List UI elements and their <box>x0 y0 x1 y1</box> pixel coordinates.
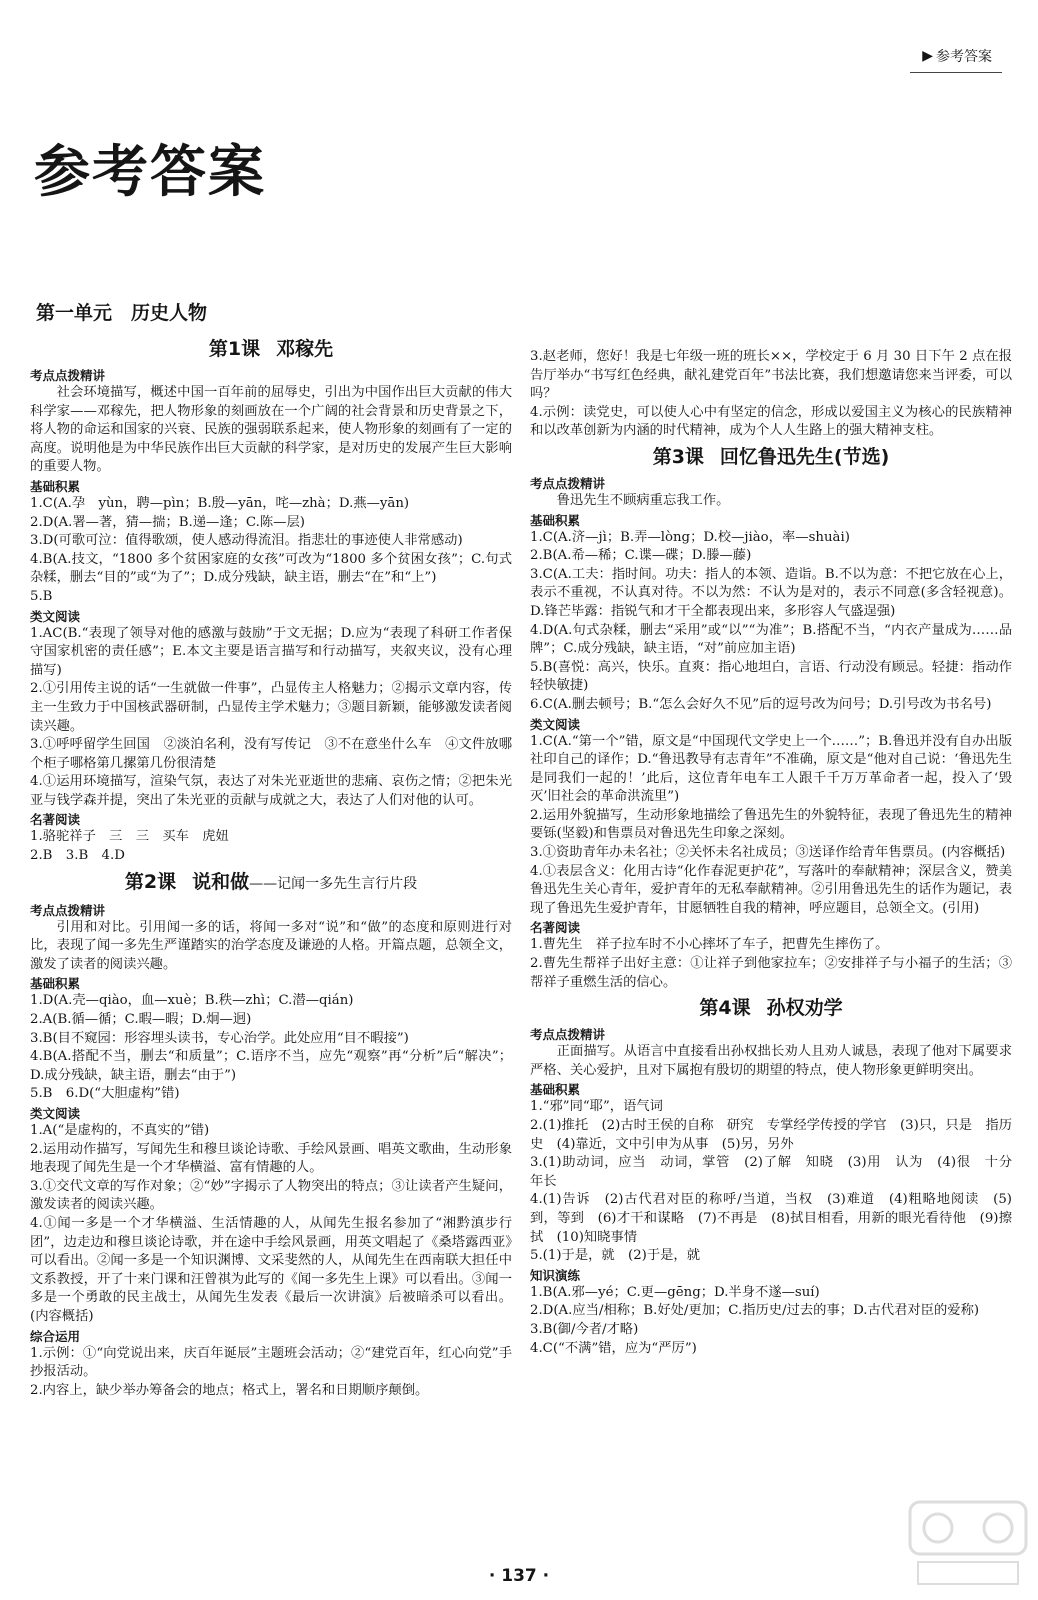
answer-item: 5.B 6.D(“大胆虚构”错) <box>30 1086 180 1102</box>
lesson-number: 第3课 <box>652 445 704 468</box>
answer-item: 4.①表层含义：化用古诗“化作春泥更护花”，写落叶的奉献精神；深层含义，赞美鲁迅先生关心青年，爱护青年的无私奉献精神。②引用鲁迅先生的话作为题记，表现了鲁迅先生爱护青年，甘愿牺牲自我的精神，呼应题目，总领全文。(引用) <box>530 863 1012 916</box>
answer-item: 1.D(A.壳—qiào，血—xuè；B.秩—zhì；C.潜—qián) <box>30 993 354 1009</box>
answer-item: 1.AC(B.“表现了领导对他的感激与鼓励”于文无据；D.应为“表现了科研工作者保守国家机密的责任感”；E.本文主要是语言描写和行动描写，夹叙夹议，没有心理描写) <box>30 625 512 678</box>
answer-item: 1.示例：①“向党说出来，庆百年诞辰”主题班会活动；②“建党百年，红心向党”手抄报活动。 <box>30 1345 512 1380</box>
answer-item: 2.B 3.B 4.D <box>30 848 125 864</box>
header-tag <box>922 46 992 66</box>
section-heading: 名著阅读 <box>530 920 581 936</box>
lesson-name: 孙权劝学 <box>766 997 843 1020</box>
lesson-name: 说和做 <box>192 870 250 893</box>
answer-item: 3.①交代文章的写作对象；②“妙”字揭示了人物突出的特点；③让读者产生疑问，激发读者的阅读兴趣。 <box>30 1178 512 1213</box>
lesson-title <box>30 336 512 362</box>
triangle-marker-icon: ▶ <box>922 48 933 64</box>
answer-item: 3.①资助青年办未名社；②关怀未名社成员；③送译作给青年售票员。(内容概括) <box>530 845 1006 861</box>
section-heading: 基础积累 <box>30 478 81 494</box>
watermark-logo-icon <box>908 1500 1028 1590</box>
lesson-number: 第1课 <box>208 338 261 360</box>
answer-item: 2.内容上，缺少举办筹备会的地点；格式上，署名和日期顺序颠倒。 <box>30 1382 429 1398</box>
answer-item: 3.D(可歌可泣：值得歌颂，使人感动得流泪。指悲壮的事迹使人非常感动) <box>30 533 463 549</box>
answer-item: 2.A(B.循—循；C.暇—暇；D.炯—迥) <box>30 1012 252 1028</box>
answer-item: 2.B(A.希—稀；C.谍—碟；D.滕—藤) <box>530 548 752 564</box>
answer-item: 4.①运用环境描写，渲染气氛，表达了对朱光亚逝世的悲痛、哀伤之情；②把朱光亚与钱学森并提，突出了朱光亚的贡献与成就之大，表达了人们对他的认可。 <box>30 774 512 808</box>
answer-item: 2.①引用传主说的话“一生就做一件事”，凸显传主人格魅力；②揭示文章内容，传主一生致力于中国核武器研制，凸显传主学术魅力；③题目新颖，能够激发读者阅读兴趣。 <box>30 681 512 734</box>
section-heading: 名著阅读 <box>30 812 81 828</box>
lesson-title <box>30 869 512 897</box>
answer-item: 5.B(喜悦：高兴，快乐。直爽：指心地坦白，言语、行动没有顾忌。轻捷：指动作轻快敏捷) <box>530 659 1012 694</box>
answer-item: 4.B(A.技文，“1800 多个贫困家庭的女孩”可改为“1800 多个贫困女孩”；C.句式杂糅，删去“目的”或“为了”；D.成分残缺，缺主语，删去“在”和“上”) <box>30 551 512 586</box>
analysis-paragraph: 鲁迅先生不顾病重忘我工作。 <box>556 492 730 508</box>
answer-item: 1.C(A.“第一个”错，原文是“中国现代文学史上一个……”；B.鲁迅并没有自办出版社印自己的译作；D.“鲁迅教导有志青年”不准确，原文是“他对自己说：‘鲁迅先生是同我们一起的！’此后，这位青年电车工人跟千千万万革命者一起，投入了‘毁灭’旧社会的革命洪流里”) <box>530 733 1012 805</box>
lesson-title <box>530 444 1012 470</box>
answer-item: 1.C(A.孕 yùn，聘—pìn；B.殷—yān，咤—zhà；D.燕—yān) <box>30 495 410 511</box>
answer-item: 3.赵老师，您好！我是七年级一班的班长××，学校定于 6 月 30 日下午 2 点在报告厅举办“书写红色经典，献礼建党百年”书法比赛，我们想邀请您来当评委，可以吗？ <box>530 349 1012 402</box>
section-heading: 基础积累 <box>530 1082 581 1098</box>
answer-item: 3.B(御/今者/才略) <box>530 1321 639 1337</box>
answer-item: 2.D(A.署—著，猜—揣；B.递—逢；C.陈—层) <box>30 514 305 530</box>
answer-item: 2.(1)推托 (2)古时王侯的自称 研究 专掌经学传授的学官 (3)只，只是 指历史 (4)靠近，文中引申为从事 (5)另，另外 <box>530 1118 1012 1152</box>
page-title: 参考答案 <box>34 140 266 205</box>
answer-item: 4.D(A.句式杂糅，删去“采用”或“以”“为准”；B.搭配不当，“内衣产量成为……品牌”；C.成分残缺，缺主语，“对”前应加主语) <box>530 622 1012 657</box>
header-tag-label: 参考答案 <box>936 49 992 65</box>
section-heading: 考点点拨精讲 <box>530 475 606 491</box>
answer-item: 3.C(A.工夫：指时间。功夫：指人的本领、造诣。B.不以为意：不把它放在心上，表示不重视，不认真对待。不以为然：不认为是对的，表示不同意(多含轻视意)。D.锋芒毕露：指锐气和才干全都表现出来，多形容人气盛逞强) <box>530 566 1012 619</box>
answer-item: 2.运用外貌描写，生动形象地描绘了鲁迅先生的外貌特征，表现了鲁迅先生的精神要铄(坚毅)和售票员对鲁迅先生印象之深刻。 <box>530 807 1012 842</box>
lesson-name: 回忆鲁迅先生(节选) <box>719 445 890 468</box>
section-heading: 基础积累 <box>530 512 581 528</box>
answer-item: 1.B(A.邪—yé；C.更—gēng；D.半身不遂—suí) <box>530 1284 820 1300</box>
section-heading: 类文阅读 <box>30 608 81 624</box>
answer-item: 1.“邪”同“耶”，语气词 <box>530 1099 663 1115</box>
lesson-title <box>530 995 1012 1021</box>
answer-item: 2.D(A.应当/相称；B.好处/更加；C.指历史/过去的事；D.古代君对臣的爱称) <box>530 1303 980 1319</box>
right-column <box>530 348 1026 1358</box>
answer-item: 4.(1)告诉 (2)古代君对臣的称呼/当道，当权 (3)难道 (4)粗略地阅读 (5)到，等到 (6)才干和谋略 (7)不再是 (8)拭目相看，用新的眼光看待他 (9)擦拭 (10)知晓事情 <box>530 1192 1012 1245</box>
analysis-paragraph: 正面描写。从语言中直接看出孙权拙长劝人且劝人诚恳，表现了他对下属要求严格、关心爱护，且对下属抱有殷切的期望的特点，使人物形象更鲜明突出。 <box>530 1044 1012 1078</box>
answer-item: 5.B <box>30 588 53 604</box>
answer-item: 5.(1)于是，就 (2)于是，就 <box>530 1248 701 1264</box>
answer-item: 4.C(“不满”错，应为“严厉”) <box>530 1340 697 1356</box>
answer-item: 6.C(A.删去顿号；B.“怎么会好久不见”后的逗号改为问号；D.引号改为书名号) <box>530 696 992 712</box>
answer-item: 1.骆驼祥子 三 三 买车 虎妞 <box>30 829 229 845</box>
section-heading: 类文阅读 <box>30 1106 81 1121</box>
answer-item: 3.(1)助动词，应当 动词，掌管 (2)了解 知晓 (3)用 认为 (4)很 十分 年长 <box>530 1155 1026 1189</box>
lesson-subtitle: ——记闻一多先生言行片段 <box>249 875 418 892</box>
answer-item: 1.A(“是虚构的，不真实的”错) <box>30 1123 210 1138</box>
answer-item: 4.①闻一多是一个才华横溢、生活情趣的人，从闻先生报名参加了“湘黔滇步行团”，边走边和穆旦谈论诗歌，并在途中手绘风景画，用英文唱起了《桑塔露西亚》可以看出。②闻一多是一个知识渊博、文采斐然的人，从闻先生在西南联大担任中文系教授，开了十来门课和汪曾祺为此写的《闻一多先生上课》可以看出。③闻一多是一个勇敢的民主战士，从闻先生发表《最后一次讲演》后被暗杀可以看出。(内容概括) <box>30 1215 512 1324</box>
analysis-paragraph: 引用和对比。引用闻一多的话，将闻一多对“说”和“做”的态度和原则进行对比，表现了闻一多先生严谨踏实的治学态度及谦逊的人格。开篇点题，总领全文，激发了读者的阅读兴趣。 <box>30 919 512 972</box>
answer-item: 4.B(A.搭配不当，删去“和质量”；C.语序不当，应先“观察”再“分析”后“解决”；D.成分残缺，缺主语，删去“由于”) <box>30 1049 512 1083</box>
answer-item: 3.①呼呼留学生回国 ②淡泊名利，没有写传记 ③不在意坐什么车 ④文件放哪个柜子哪格第几摞第几份很清楚 <box>30 737 512 771</box>
section-heading: 综合运用 <box>30 1328 81 1344</box>
answer-item: 1.曹先生 祥子拉车时不小心摔坏了车子，把曹先生摔伤了。 <box>530 937 889 953</box>
page-number: · 137 · <box>488 1566 550 1586</box>
answer-item: 2.曹先生帮祥子出好主意：①让祥子到他家拉车；②安排祥子与小福子的生活；③帮祥子重燃生活的信心。 <box>530 956 1012 990</box>
lesson-number: 第2课 <box>124 870 177 893</box>
section-heading: 基础积累 <box>30 976 81 992</box>
answer-item: 1.C(A.济—jì；B.弄—lòng；D.校—jiào，率—shuài) <box>530 529 850 545</box>
section-heading: 类文阅读 <box>530 716 581 732</box>
header-divider <box>910 72 1002 73</box>
lesson-number: 第4课 <box>699 997 751 1020</box>
section-heading: 考点点拨精讲 <box>30 368 106 383</box>
answer-item: 2.运用动作描写，写闻先生和穆旦谈论诗歌、手绘风景画、唱英文歌曲，生动形象地表现了闻先生是一个才华横溢、富有情趣的人。 <box>30 1141 512 1176</box>
answer-item: 3.B(目不窥园：形容埋头读书，专心治学。此处应用“目不暇接”) <box>30 1030 409 1046</box>
analysis-paragraph: 社会环境描写，概述中国一百年前的屈辱史，引出为中国作出巨大贡献的伟大科学家——邓稼先，把人物形象的刻画放在一个广阔的社会背景和历史背景之下，将人物的命运和国家的兴衰、民族的强弱联系起来，使人物形象的刻画有了一定的高度。说明他是为中华民族作出巨大贡献的科学家，是对历史的发展产生巨大影响的重要人物。 <box>30 385 512 475</box>
unit-title: 第一单元 历史人物 <box>36 302 208 324</box>
section-heading: 知识演练 <box>530 1267 581 1283</box>
answer-item: 4.示例：读党史，可以使人心中有坚定的信念，形成以爱国主义为核心的民族精神和以改革创新为内涵的时代精神，成为个人人生路上的强大精神支柱。 <box>530 404 1012 439</box>
lesson-name: 邓稼先 <box>276 338 334 360</box>
left-column <box>30 300 512 1400</box>
section-heading: 考点点拨精讲 <box>530 1027 606 1043</box>
section-heading: 考点点拨精讲 <box>30 902 106 918</box>
